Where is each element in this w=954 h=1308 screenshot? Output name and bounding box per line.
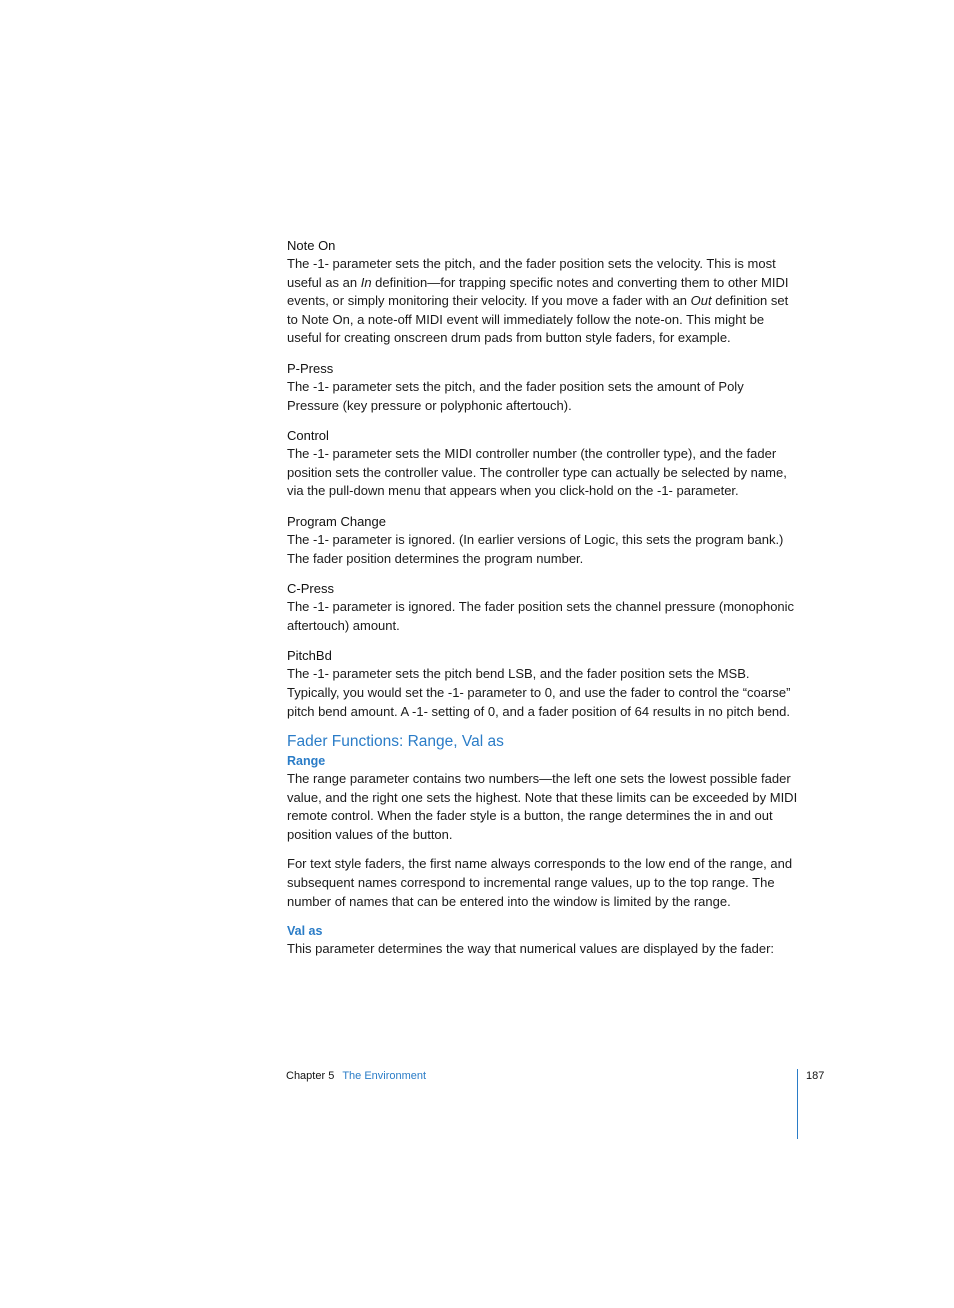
main-content <box>287 236 799 970</box>
chapter-label: Chapter 5 <box>286 1070 335 1082</box>
page-number: 187 <box>806 1070 825 1082</box>
val-as-heading: Val as <box>287 924 323 939</box>
range-description-1: The range parameter contains two numbers—the left one sets the lowest possible fader value, and the right one sets the highest. Note that these limits can be exceeded by MIDI remote control. When the fader style is a button, the range determines the in and out position values of the button. <box>287 771 798 842</box>
term-control: Control <box>287 428 329 444</box>
val-as-description: This parameter determines the way that numerical values are displayed by the fader: <box>287 941 775 957</box>
c-press-description: The -1- parameter is ignored. The fader position sets the channel pressure (monophonic aftertouch) amount. <box>287 599 795 633</box>
control-description: The -1- parameter sets the MIDI controller number (the controller type), and the fader position sets the controller value. The controller type can actually be selected by name, via the pull-down menu that appears when you click-hold on the -1- parameter. <box>287 446 787 499</box>
chapter-section-link[interactable]: The Environment <box>342 1070 427 1082</box>
range-description-2: For text style faders, the first name always corresponds to the low end of the range, and subsequent names correspond to incremental range values, up to the top range. The number of names that can be entered into the window is limited by the range. <box>287 856 793 909</box>
term-program-change: Program Change <box>287 513 386 529</box>
p-press-description: The -1- parameter sets the pitch, and the fader position sets the amount of Poly Pressure (key pressure or polyphonic aftertouch). <box>287 378 744 413</box>
footer-divider <box>797 1069 798 1139</box>
term-p-press: P-Press <box>287 360 334 376</box>
range-heading: Range <box>287 754 326 769</box>
footer-chapter <box>286 1070 426 1082</box>
note-on-description: The -1- parameter sets the pitch, and the fader position sets the velocity. This is most useful as an In definition—for trapping specific notes and converting them to other MIDI events, or simply monitoring their velocity. If you move a fader with an Out definition set to Note On, a note-off MIDI event will immediately follow the note-on. This might be useful for creating onscreen drum pads from button style faders, for example. <box>287 256 789 346</box>
pitchbd-description: The -1- parameter sets the pitch bend LSB, and the fader position sets the MSB. Typically, you would set the -1- parameter to 0, and use the fader to control the “coarse” pitch bend amount. A -1- setting of 0, and a fader position of 64 results in no pitch bend. <box>287 666 791 719</box>
in-emphasis: In <box>360 274 372 290</box>
section-title: Fader Functions: Range, Val as <box>287 733 504 751</box>
term-pitchbd: PitchBd <box>287 648 332 664</box>
term-note-on: Note On <box>287 238 336 253</box>
program-change-description: The -1- parameter is ignored. (In earlier versions of Logic, this sets the program bank.) The fader position determines the program number. <box>287 531 784 566</box>
term-c-press: C-Press <box>287 581 334 597</box>
out-emphasis: Out <box>690 293 712 309</box>
